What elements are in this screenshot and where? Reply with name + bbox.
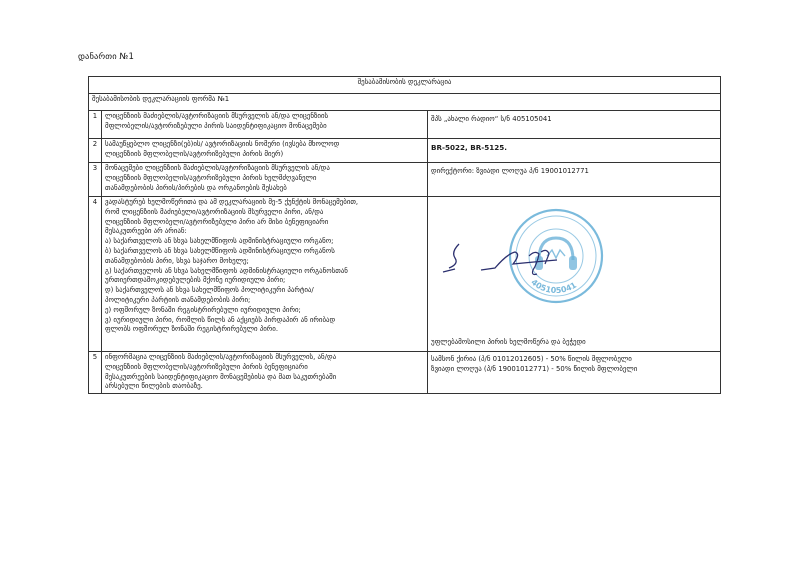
table-title: შესაბამისობის დეკლარაცია [89,77,721,94]
declaration-table [88,76,721,394]
row-label-line: ლიცენზიის მფლობელის/ავტორიზებული პირის ბენეფიციარი [105,362,308,371]
table-row [89,111,721,139]
row-label-line: ე) ოფშორულ ზონაში რეგისტრირებული იურიდიული პირი; [105,305,301,314]
annex-label: დანართი №1 [78,52,134,62]
row-label-line: რომ ლიცენზიის მაძიებელი/ავტორიზაციის მსურველი პირი, ან/და [105,207,324,216]
row-label-line: თანამდებობის პირი, სხვა საჯარო მოხელე; [105,256,249,265]
row-label-line: ვ) იურიდიული პირი, რომლის წილს ან აქციებს პირდაპირ ან ირიბად [105,315,336,324]
row-value [428,111,721,139]
row-number: 5 [89,352,102,394]
row-label-line: ურთიერთდამოკიდებულების მქონე იურიდიული პირი; [105,276,286,285]
table-row [89,163,721,197]
row-label-line: თანამდებობის პირის/პირების და ორგანოების შესახებ [105,183,287,192]
row-number: 2 [89,139,102,163]
table-title-row [89,77,721,94]
row-label-line: ლიცენზიის მფლობელი/ავტორიზებული პირი არ მისი ბენეფიციარი [105,217,329,226]
row-label-line: ფლობს ოფშორულ ზონაში რეგისტრირებული პირი. [105,325,279,334]
row-value [428,139,721,163]
row-value [428,163,721,197]
table-row [89,139,721,163]
row-label-line: მონაცემები ლიცენზიის მაძიებლის/ავტორიზაციის მსურველის ან/და [105,164,330,172]
row-label-line: ლიცენზიის მფლობელის/ავტორიზებული პირის მიერ) [105,149,284,158]
row-label-line: ლიცენზიის მაძიებლის/ავტორიზაციის მსურველის ან/და ლიცენზიის [105,112,329,120]
beneficiary-line: ზვიადი ლოღუა (პ/ნ 19001012771) - 50% წილის მფლობელი [431,364,638,373]
row-label-line: ა) საქართველოს ან სხვა სახელმწიფოს ადმინისტრაციული ორგანო; [105,237,334,246]
beneficiary-line: სამსონ ქირია (პ/ნ 01012012605) - 50% წილის მფლობელი [431,355,632,363]
row-label [102,352,428,394]
table-row [89,197,721,352]
signature-area [431,198,717,350]
row-label [102,163,428,197]
director-value: დირექტორი: ზვიადი ლოღუა პ/ნ 19001012771 [431,167,589,175]
signature-caption: უფლებამოსილი პირის ხელმოწერა და ბეჭედი [431,338,586,347]
row-label-line: ვადასტურებ ხელმოწერითა და ამ დეკლარაციის მე-5 ქუნქტის მონაცემებით, [105,198,359,206]
row-label-line: პოლიტიკური პარტიის თანამდებობის პირი; [105,295,251,304]
row-label-line: დ) საქართველოს ან სხვა სახელმწიფოს პოლიტიკური პარტია/ [105,286,314,295]
company-name-value: შპს „ახალი რადიო“ ს/ნ 405105041 [431,115,552,123]
row-number: 3 [89,163,102,197]
row-label-line: არსებული წილების თაობაზე. [105,382,203,391]
row-label-line: სამაუწყებლო ლიცენზი(ებ)ის/ ავტორიზაციის ნომერი (ივსება მხოლოდ [105,140,340,148]
row-label-line: ლიცენზიის მფლობელის/ავტორიზებული პირის ხელმძღვანელი [105,173,317,182]
signature-icon [437,234,597,294]
row-label [102,197,428,352]
row-label-line: ინფორმაცია ლიცენზიის მაძიებლის/ავტორიზაციის მსურველის, ან/და [105,353,337,361]
row-label-line: მფლობელის/ავტორიზებული პირის საიდენტიფიკაციო მონაცემები [105,121,327,130]
row-number: 4 [89,197,102,352]
row-label-line: მესაკუთრეები არ არიან: [105,227,187,236]
row-label [102,111,428,139]
row-label-line: ბ) საქართველოს ან სხვა სახელმწიფოს ადმინისტრაციული ორგანოს [105,246,335,255]
row-label-line: მესაკუთრეების საიდენტიფიკაციო მონაცემებისა და მათ საკუთრებაში [105,372,337,381]
form-name: შესაბამისობის დეკლარაციის ფორმა №1 [89,94,721,111]
row-label-line: გ) საქართველოს ან სხვა სახელმწიფოს ადმინისტრაციული ორგანოსთან [105,266,348,275]
seal-number: 405105041 [529,277,579,296]
license-number-value: BR-5022, BR-5125. [431,143,507,152]
row-number: 1 [89,111,102,139]
row-label [102,139,428,163]
row-value [428,352,721,394]
signature-cell [428,197,721,352]
table-row [89,352,721,394]
form-name-row [89,94,721,111]
